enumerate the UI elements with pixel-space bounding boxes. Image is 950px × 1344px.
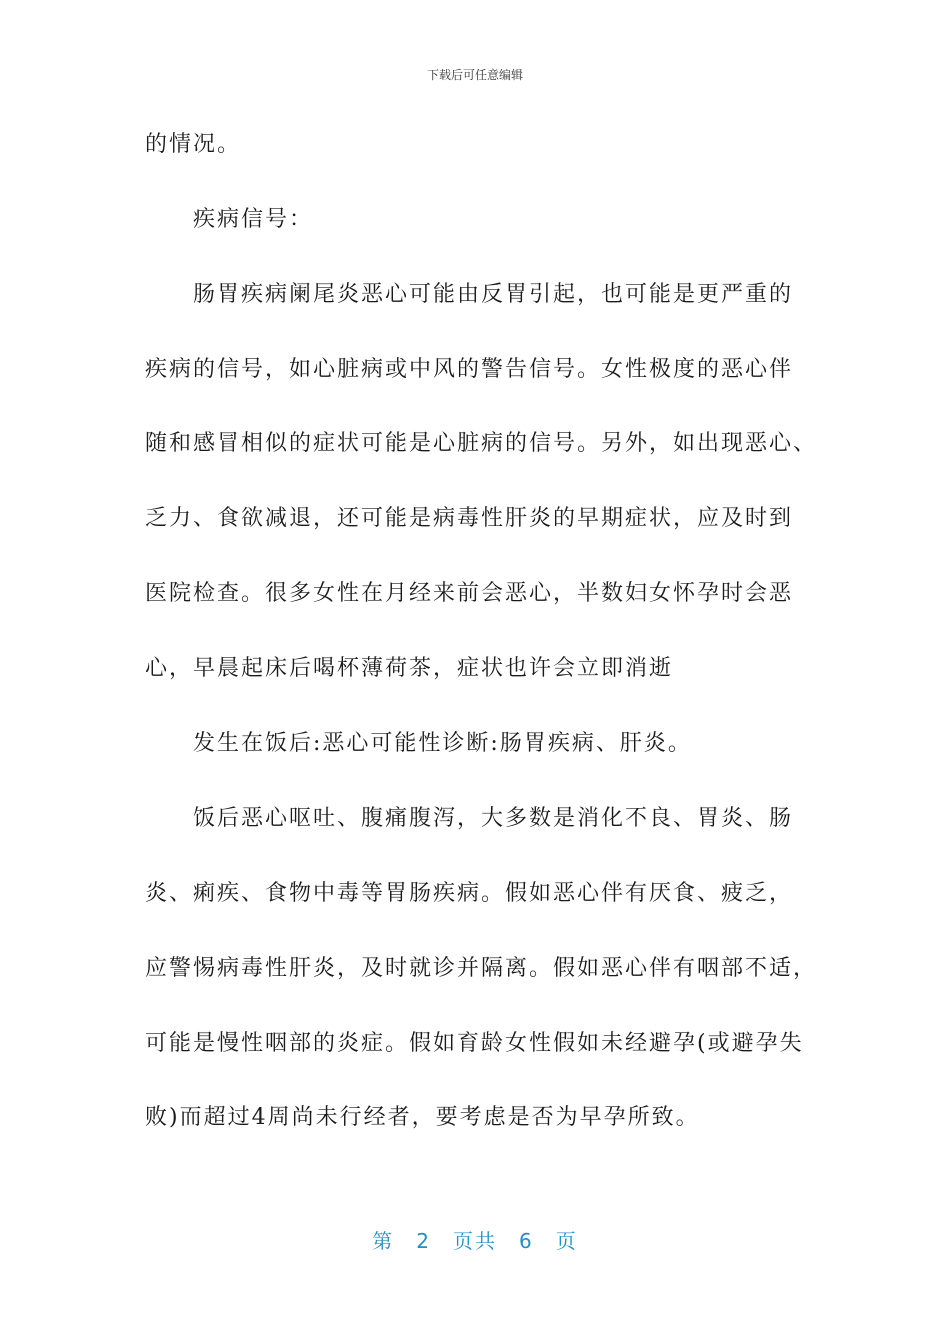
body-text-line: 炎、痢疾、食物中毒等胃肠疾病。假如恶心伴有厌食、疲乏， — [145, 881, 794, 906]
body-text-line: 败)而超过4周尚未行经者，要考虑是否为早孕所致。 — [145, 1105, 700, 1130]
body-text-line: 随和感冒相似的症状可能是心脏病的信号。另外，如出现恶心、 — [145, 431, 818, 456]
footer-middle: 页共 — [453, 1229, 497, 1253]
page-header-note: 下载后可任意编辑 — [426, 68, 523, 82]
body-text-line: 乏力、食欲减退，还可能是病毒性肝炎的早期症状，应及时到 — [145, 506, 794, 531]
body-text-line: 应警惕病毒性肝炎，及时就诊并隔离。假如恶心伴有咽部不适， — [145, 956, 818, 981]
section-heading: 疾病信号： — [193, 207, 314, 232]
body-text-line: 疾病的信号，如心脏病或中风的警告信号。女性极度的恶心伴 — [145, 357, 794, 382]
page-footer — [0, 1225, 950, 1254]
body-text-line: 医院检查。很多女性在月经来前会恶心，半数妇女怀孕时会恶 — [145, 581, 794, 606]
body-text-line: 可能是慢性咽部的炎症。假如育龄女性假如未经避孕(或避孕失 — [145, 1031, 804, 1056]
body-text-line: 心，早晨起床后喝杯薄荷茶，症状也许会立即消逝 — [145, 656, 674, 681]
footer-current-page: 2 — [416, 1229, 431, 1253]
body-text-line: 肠胃疾病阑尾炎恶心可能由反胃引起，也可能是更严重的 — [193, 282, 794, 307]
body-text-line: 饭后恶心呕吐、腹痛腹泻，大多数是消化不良、胃炎、肠 — [193, 806, 794, 831]
footer-suffix: 页 — [555, 1229, 578, 1253]
footer-prefix: 第 — [372, 1229, 395, 1253]
body-text-line: 的情况。 — [145, 132, 242, 157]
body-text-line: 发生在饭后:恶心可能性诊断:肠胃疾病、肝炎。 — [193, 731, 692, 756]
footer-total-pages: 6 — [519, 1229, 534, 1253]
